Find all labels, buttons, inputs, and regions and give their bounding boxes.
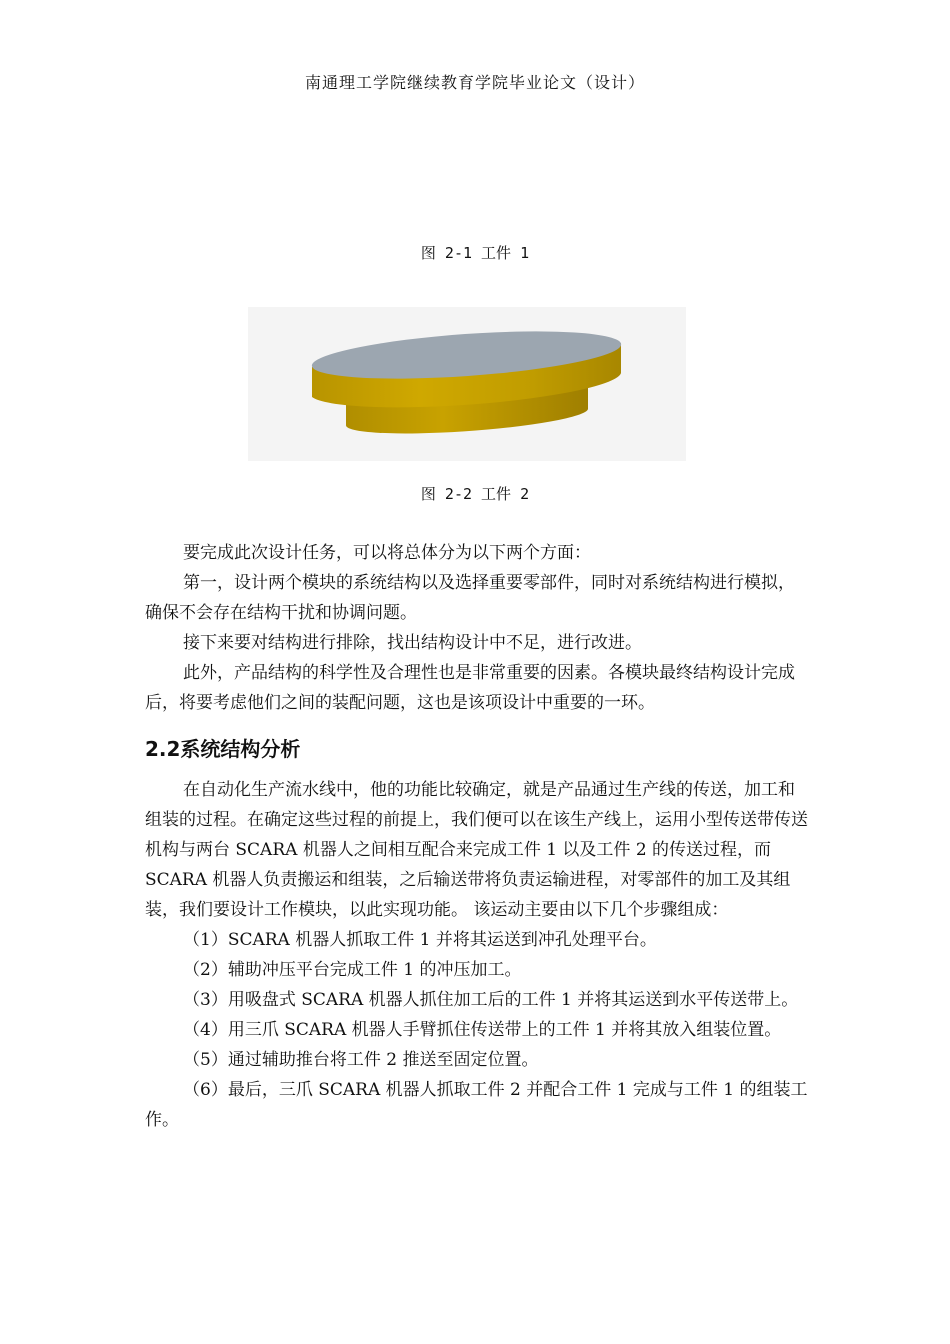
section-text (145, 775, 810, 1135)
intro-text (145, 538, 810, 718)
paragraph: 在自动化生产流水线中，他的功能比较确定，就是产品通过生产线的传送，加工和组装的过程。在确定这些过程的前提上，我们便可以在该生产线上，运用小型传送带传送机构与两台 SCARA 机器人之间相互配合来完成工件 1 以及工件 2 的传送过程，而 SCARA 机器人负责搬运和组装，之后输送带将负责运输进程，对零部件的加工及其组装，我们要设计工作模块，以此实现功能。 该运动主要由以下几个步骤组成： (145, 780, 808, 920)
step-item: （4）用三爪 SCARA 机器人手臂抓住传送带上的工件 1 并将其放入组装位置。 (183, 1020, 782, 1040)
figure-caption-2-2: 图 2-2 工件 2 (420, 485, 530, 503)
figure-caption-2-1: 图 2-1 工件 1 (420, 244, 530, 262)
paragraph: 接下来要对结构进行排除，找出结构设计中不足，进行改进。 (183, 633, 642, 653)
step-item: （1）SCARA 机器人抓取工件 1 并将其运送到冲孔处理平台。 (183, 930, 657, 950)
step-item: （2）辅助冲压平台完成工件 1 的冲压加工。 (183, 960, 522, 980)
paragraph: 第一，设计两个模块的系统结构以及选择重要零部件，同时对系统结构进行模拟，确保不会存在结构干扰和协调问题。 (145, 573, 795, 623)
step-item: （3）用吸盘式 SCARA 机器人抓住加工后的工件 1 并将其运送到水平传送带上。 (183, 990, 799, 1010)
paragraph: 此外，产品结构的科学性及合理性也是非常重要的因素。各模块最终结构设计完成后，将要考虑他们之间的装配问题，这也是该项设计中重要的一环。 (145, 663, 795, 713)
paragraph: 要完成此次设计任务，可以将总体分为以下两个方面： (183, 543, 591, 563)
step-item: （5）通过辅助推台将工件 2 推送至固定位置。 (183, 1050, 539, 1070)
page-header: 南通理工学院继续教育学院毕业论文（设计） (304, 73, 645, 92)
section-heading: 2.2系统结构分析 (145, 737, 301, 761)
workpiece-2-figure (248, 307, 686, 461)
step-item: （6）最后，三爪 SCARA 机器人抓取工件 2 并配合工件 1 完成与工件 1 的组装工作。 (145, 1080, 808, 1130)
workpiece-2-disc-image (248, 307, 686, 461)
